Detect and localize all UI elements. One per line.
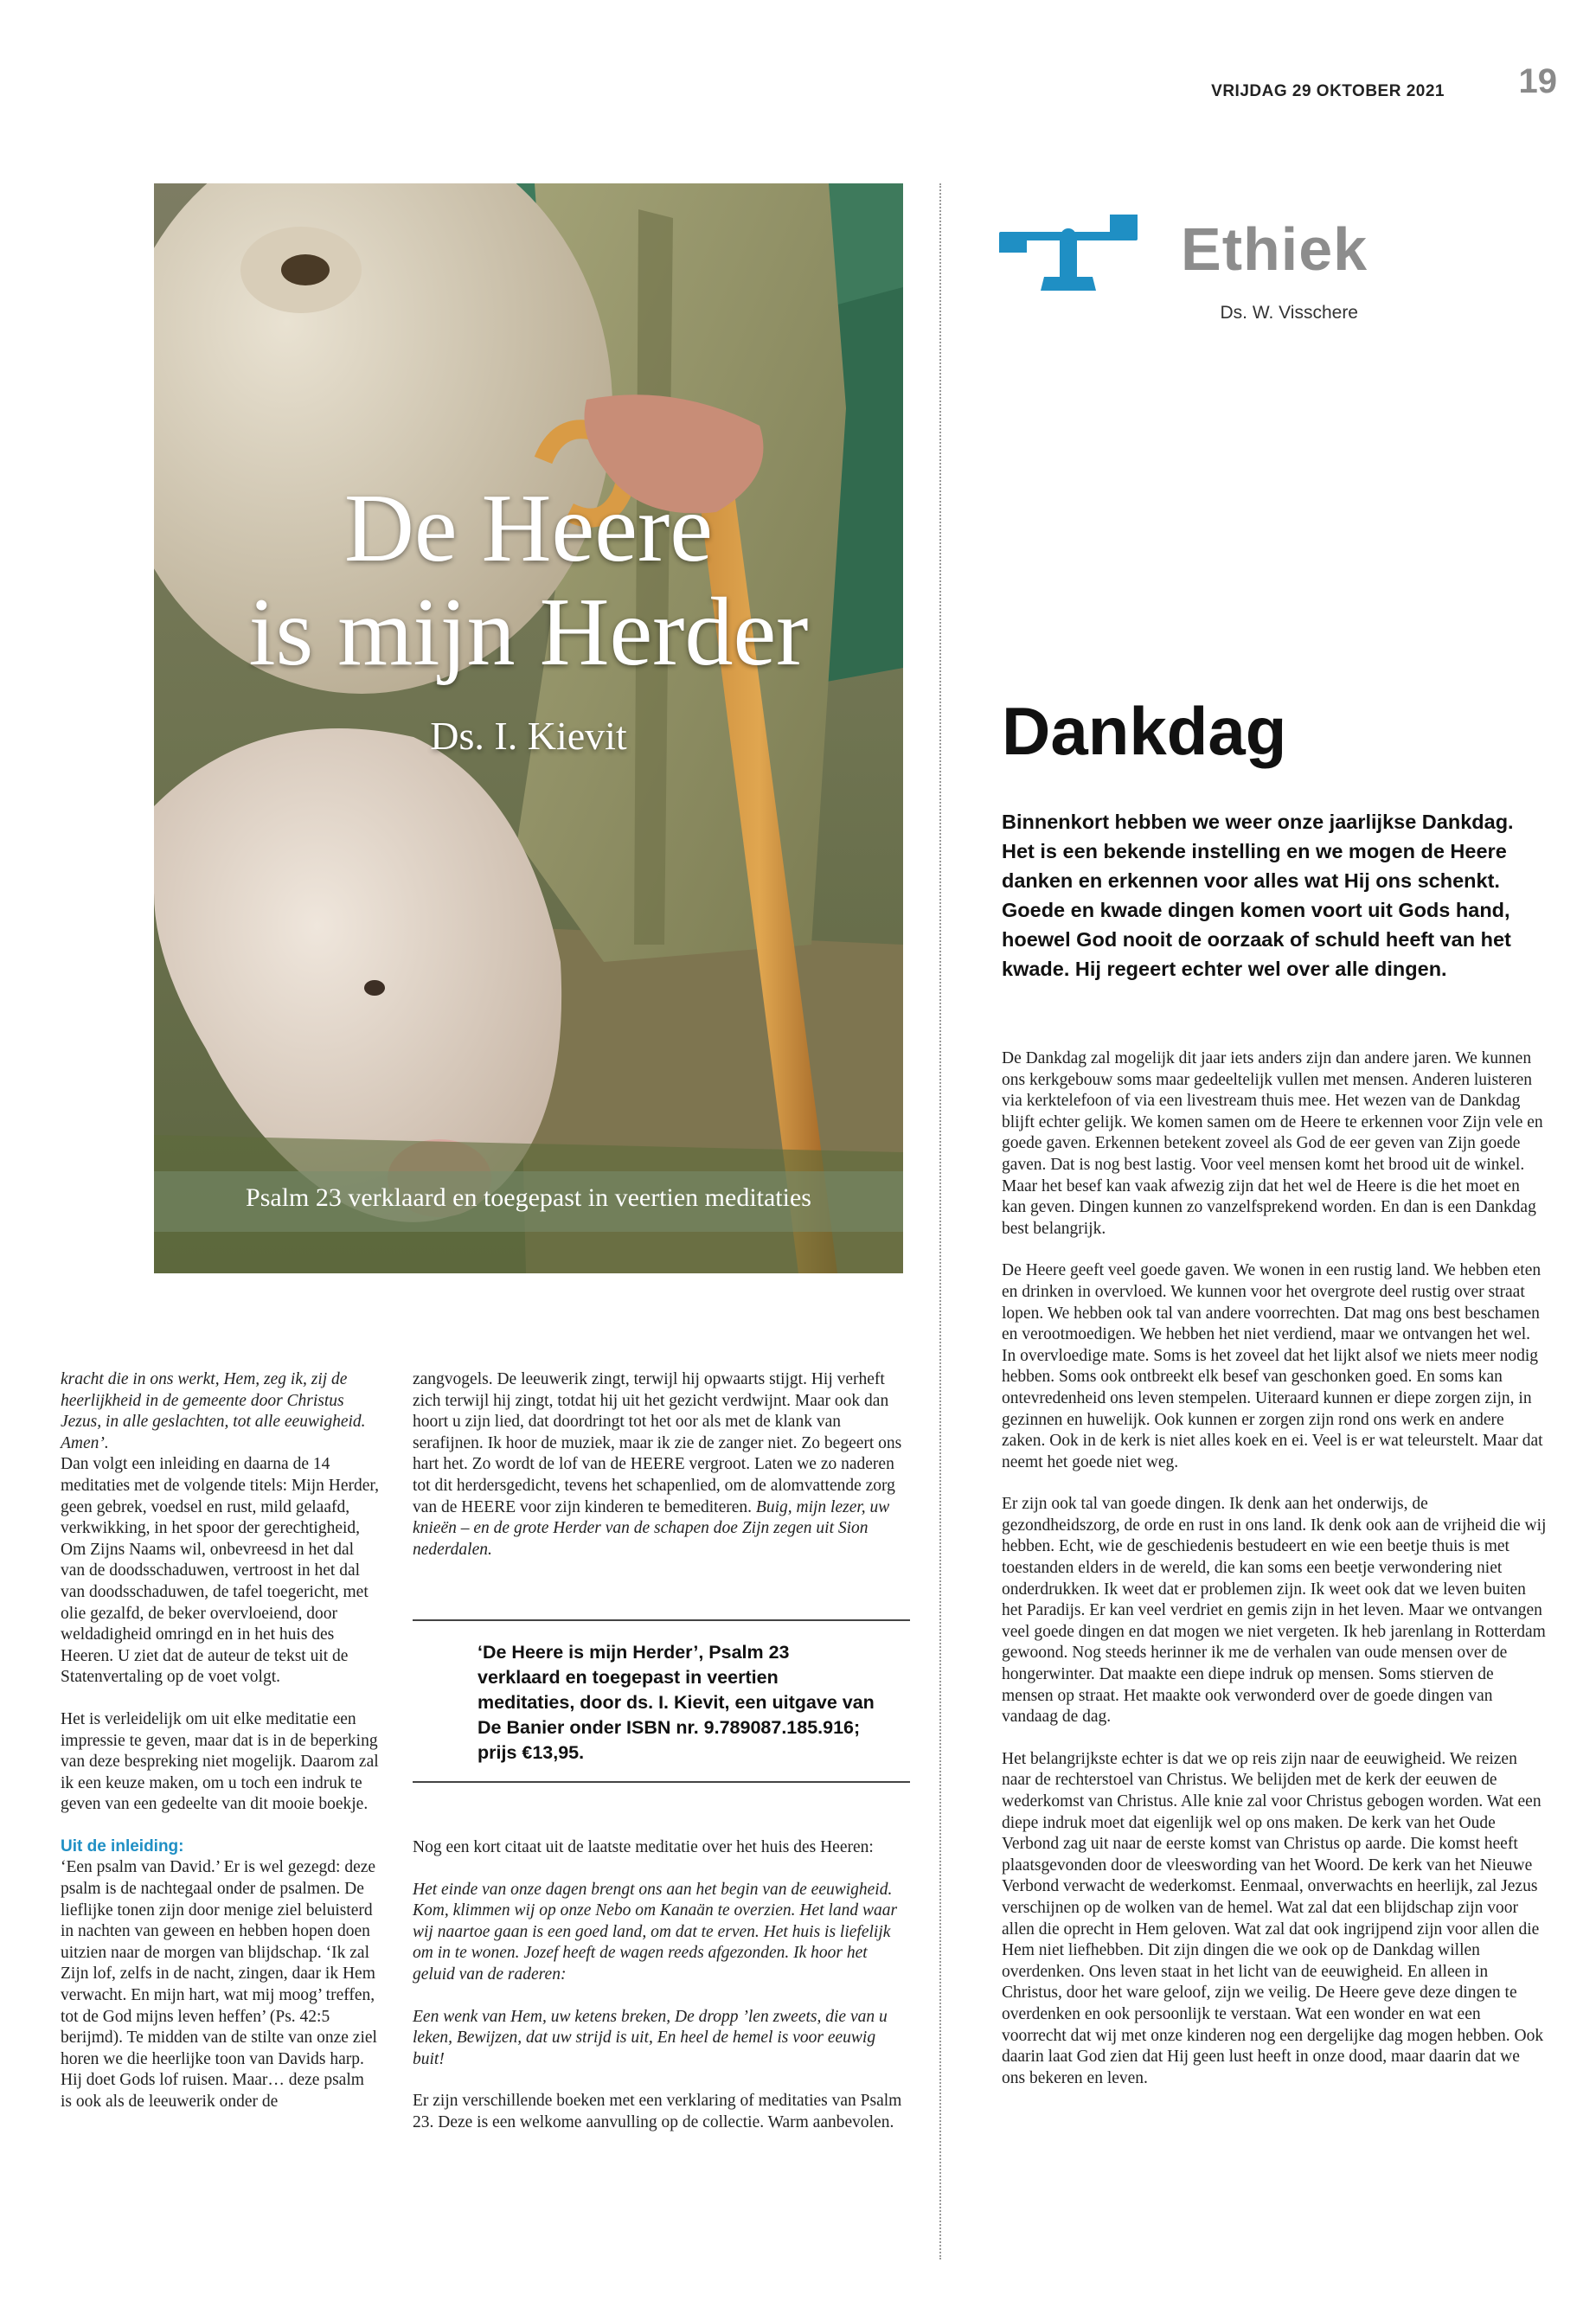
review-quote: Het einde van onze dagen brengt ons aan het begin van de eeuwigheid. Kom, klimmen wij op onze Nebo om Kanaän te overzien. Het land waar wij naartoe gaan is een goed land, om dat te erven. Het huis is liefelijk om in te wonen. Jozef heeft de wagen reeds afgezonden. Ik hoor het geluid van de raderen:	[413, 1880, 898, 1984]
review-paragraph: zangvogels. De leeuwerik zingt, terwijl hij opwaarts stijgt. Hij verheft zich terwijl hij zingt, totdat hij uit het gezicht verdwijnt. Maar ook dan hoort u zijn lied, dat doordringt tot het oor als met de klank van serafijnen. Ik hoor de muziek, maar ik zie de zanger niet. Zo begeert ons hart het. Zo wordt de lof van de HEERE vergroot. Laten we zo naderen tot dit herdersgedicht, tevens het schapenlied, om de alomvattende zorg van de HEERE voor zijn kinderen te bemediteren.	[413, 1370, 902, 1516]
article-paragraph: Er zijn ook tal van goede dingen. Ik denk aan het onderwijs, de gezondheidszorg, de orde en rust in ons land. Ik denk ook aan de vrijheid die wij hebben. Echt, wie de geschiedenis bestudeert en wie een beetje thuis is met toestanden elders in de wereld, die kan soms een beetje verwondering niet onderdrukken. Ik weet dat er problemen zijn. Ik weet ook dat we leven buiten het Paradijs. Er kan veel verdriet en gemis zijn in het leven. Maar we ontvangen veel goede dingen en dat mogen we niet vergeten. Ik heb jarenlang in Rotterdam gewoond. Nog steeds herinner ik me de verhalen van oude mensen over de hongerwinter. Dat maakte een diepe indruk op mensen. Soms stierven de mensen op straat. Het maakte ook verwonderd over de goede dingen van vandaag de dag.	[1002, 1495, 1547, 1727]
review-column-1	[61, 1369, 379, 2113]
issue-date: VRIJDAG 29 OKTOBER 2021	[1211, 82, 1445, 100]
review-column-2-lower	[413, 1837, 910, 2155]
review-quote-inline: Buig, mijn lezer, uw knieën – en de grote Herder van de schapen doe Zijn zegen uit Sion nederdalen.	[413, 1497, 890, 1559]
review-kicker: Uit de inleiding:	[61, 1836, 184, 1856]
book-cover-image	[154, 183, 903, 1273]
column-divider	[939, 183, 941, 2259]
book-info-box	[413, 1619, 910, 1783]
review-column-2	[413, 1369, 910, 1561]
review-paragraph: Het is verleidelijk om uit elke meditatie een impressie te geven, maar dat is in de beperking van deze bespreking niet mogelijk. Daarom zal ik een keuze maken, om u toch een indruk te geven van een gedeelte van dit mooie boekje.	[61, 1709, 379, 1814]
cover-title-line-2: is mijn Herder	[248, 579, 809, 686]
section-title: Ethiek	[1181, 215, 1368, 283]
cover-title-line-1: De Heere	[344, 475, 713, 582]
review-paragraph: Er zijn verschillende boeken met een verklaring of meditaties van Psalm 23. Deze is een welkome aanvulling op de collectie. Warm aanbevolen.	[413, 2092, 902, 2131]
section-author: Ds. W. Visschere	[1220, 303, 1358, 323]
balance-scale-icon	[999, 208, 1138, 294]
article-paragraph: De Dankdag zal mogelijk dit jaar iets anders zijn dan andere jaren. We kunnen ons kerkgebouw soms maar gedeeltelijk vullen met mensen. Anderen luisteren via kerktelefoon of via een livestream thuis mee. Het wezen van de Dankdag blijft echter gelijk. We komen samen om de Heere te erkennen voor Zijn vele en goede gaven. Erkennen betekent zoveel als God de eer geven van Zijn goede gaven. Dat is nog best lastig. Voor veel mensen komt het brood uit de winkel. Maar het besef kan vaak afwezig zijn dat het wel de Heere is die het moet en kan geven. Dingen kunnen zo vanzelfsprekend worden. En dan is een Dankdag best belangrijk.	[1002, 1049, 1543, 1238]
review-paragraph: Dan volgt een inleiding en daarna de 14 meditaties met de volgende titels: Mijn Herder, geen gebrek, voedsel en rust, mild gelaafd, verkwikking, in het spoor der gerechtigheid, Om Zijns Naams wil, onbevreesd in het dal van de doodsschaduwen, vertroost in het dal van doodsschaduwen, de tafel toegericht, met olie gezalfd, de beker overvloeiend, door weldadigheid omringd en in het huis des Heeren. U ziet dat de auteur de tekst uit de Statenvertaling op de voet volgt.	[61, 1455, 379, 1687]
article-paragraph: De Heere geeft veel goede gaven. We wonen in een rustig land. We hebben eten en drinken in overvloed. We kunnen voor het overgrote deel rustig over straat lopen. We hebben ook tal van andere voorrechten. Dat mag ons best beschamen en verootmoedigen. We hebben het niet verdiend, maar we ontvangen het wel. In overvloedige mate. Soms is het zoveel dat het lijkt alsof we niets meer nodig hebben. Soms ook ontbreekt elk besef van geschonken goed. En soms kan ontevredenheid ons leven stempelen. Uiteraard kunnen er diepe zorgen zijn, in gezinnen en huwelijk. Ook kunnen er zorgen zijn rond ons werk en andere zaken. Ook in de kerk is niet alles koek en ei. Veel is er wat teleurstelt. Maar dat neemt het goede niet weg.	[1002, 1261, 1543, 1471]
book-info-text: ‘De Heere is mijn Herder’, Psalm 23 verklaard en toegepast in veertien meditaties, door ds. I. Kievit, een uitgave van De Banier onder ISBN nr. 9.789087.185.916; prijs €13,95.	[478, 1642, 875, 1763]
review-verse: Een wenk van Hem, uw ketens breken, De dropp ’len zweets, die van u leken, Bewijzen, dat uw strijd is uit, En heel de hemel is voor eeuwig buit!	[413, 2007, 888, 2068]
cover-subtitle: Psalm 23 verklaard en toegepast in veertien meditaties	[246, 1183, 811, 1212]
article-body	[1002, 1048, 1547, 2110]
review-paragraph: ‘Een psalm van David.’ Er is wel gezegd: deze psalm is de nachtegaal onder de psalmen. De lieflijke tonen zijn door menige ziel beluisterd in nachten van geween en hebben hopen doen uitzien naar de morgen van blijdschap. ‘Ik zal Zijn lof, zelfs in de nacht, zingen, daar ik Hem verwacht. En mijn hart, wat mij moog’ treffen, tot de God mijns leven heffen’ (Ps. 42:5 berijmd). Te midden van de stilte van onze ziel horen we die heerlijke toon van Davids harp. Hij doet Gods lof ruisen. Maar… deze psalm is ook als de leeuwerik onder de	[61, 1858, 377, 2111]
article-paragraph: Het belangrijkste echter is dat we op reis zijn naar de eeuwigheid. We reizen naar de rechterstoel van Christus. We belijden met de kerk der eeuwen de wederkomst van Christus. Alle knie zal voor Christus gebogen worden. Wat een diepe indruk moet dat eigenlijk wel op ons maken. De kerk van het Oude Verbond zag uit naar de eerste komst van Christus op aarde. Die komst heeft plaatsgevonden door de vleeswording van het Woord. De kerk van het Nieuwe Verbond verwacht de wederkomst. Eenmaal, onverwachts en heerlijk, zal Jezus verschijnen op de wolken van de hemel. Wat zal dat een blijdschap zijn voor allen die oprecht in Hem geloven. Wat zal dat ook ingrijpend zijn voor allen die Hem niet liefhebben. Dit zijn dingen die we ook op de Dankdag willen overdenken. Ons leven staat in het licht van de eeuwigheid. En alleen in Christus, door het ware geloof, zijn we veilig. De Heere geve deze dingen te overdenken en ook persoonlijk te verstaan. Wat een wonder en wat een voorrecht dat wij met onze kinderen nog een dergelijke dag mogen hebben. Ook daarin laat God zien dat Hij geen lust heeft in onze dood, maar daarin dat we ons bekeren en leven.	[1002, 1749, 1544, 2087]
article-lead: Binnenkort hebben we weer onze jaarlijkse Dankdag. Het is een bekende instelling en we mogen de Heere danken en erkennen voor alles wat Hij ons schenkt. Goede en kwade dingen komen voort uit Gods hand, hoewel God nooit de oorzaak of schuld heeft van het kwade. Hij regeert echter wel over alle dingen.	[1002, 811, 1514, 980]
page-number: 19	[1518, 62, 1557, 100]
article-headline: Dankdag	[1002, 693, 1287, 769]
cover-author: Ds. I. Kievit	[430, 714, 627, 758]
review-paragraph: Nog een kort citaat uit de laatste meditatie over het huis des Heeren:	[413, 1838, 874, 1856]
review-quote: kracht die in ons werkt, Hem, zeg ik, zij de heerlijkheid in de gemeente door Christus Jezus, in alle geslachten, tot alle eeuwigheid. Amen’.	[61, 1370, 366, 1452]
